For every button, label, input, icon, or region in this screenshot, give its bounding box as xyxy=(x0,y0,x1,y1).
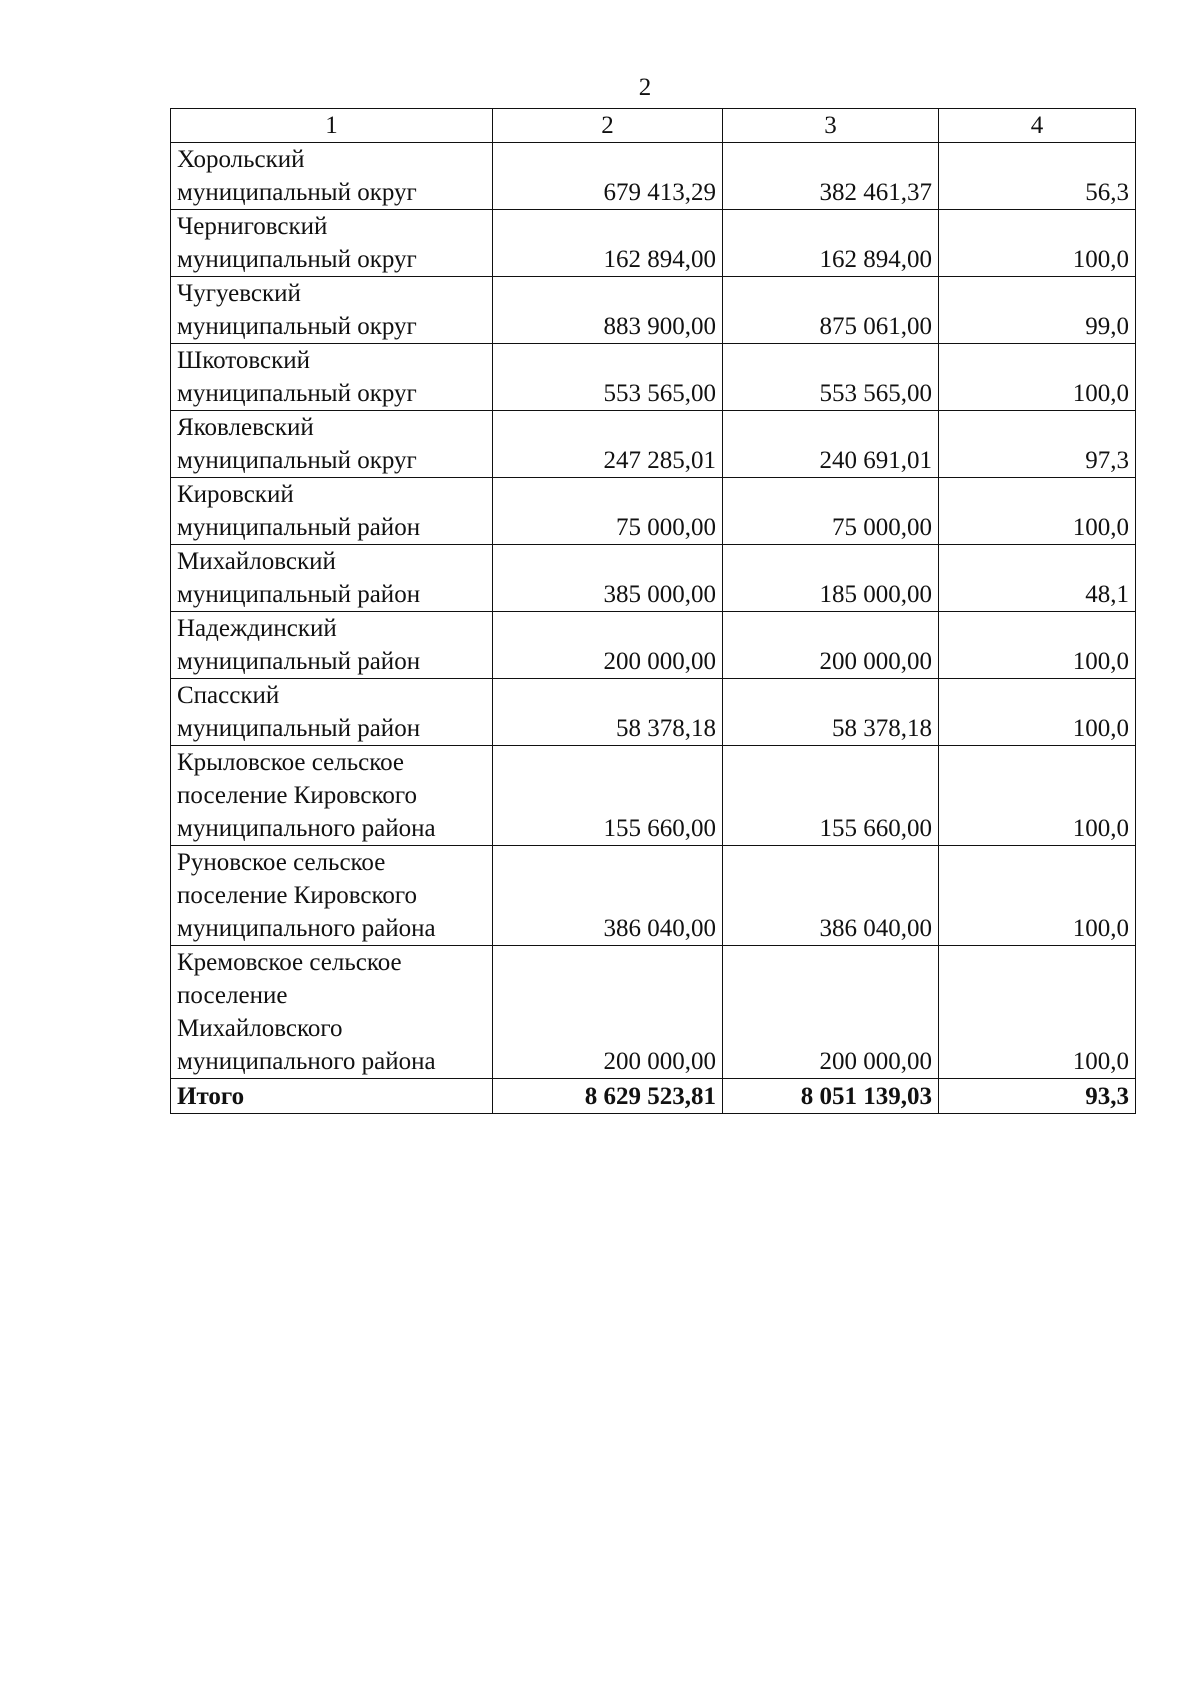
municipality-name-line: Крыловское сельское xyxy=(177,749,404,776)
value-cell-col2: 155 660,00 xyxy=(493,746,723,846)
table-row xyxy=(171,143,1136,210)
header-cell-2: 2 xyxy=(493,109,723,143)
value-cell-col4: 100,0 xyxy=(939,846,1136,946)
value-cell-col3: 553 565,00 xyxy=(723,344,939,411)
report-table-body xyxy=(171,109,1136,1114)
value-cell-col4: 100,0 xyxy=(939,478,1136,545)
table-row xyxy=(171,746,1136,846)
table-row xyxy=(171,277,1136,344)
report-table xyxy=(170,108,1136,1114)
total-label: Итого xyxy=(171,1079,493,1114)
value-cell-col4: 100,0 xyxy=(939,210,1136,277)
value-cell-col3: 162 894,00 xyxy=(723,210,939,277)
value-cell-col3: 185 000,00 xyxy=(723,545,939,612)
municipality-name-line: муниципальный район xyxy=(177,648,421,675)
page-number: 2 xyxy=(638,74,652,101)
municipality-name-cell xyxy=(171,478,493,545)
table-row xyxy=(171,679,1136,746)
municipality-name-cell xyxy=(171,946,493,1079)
municipality-name-cell xyxy=(171,344,493,411)
header-cell-3: 3 xyxy=(723,109,939,143)
municipality-name-cell xyxy=(171,411,493,478)
header-cell-1: 1 xyxy=(171,109,493,143)
value-cell-col2: 679 413,29 xyxy=(493,143,723,210)
value-cell-col3: 386 040,00 xyxy=(723,846,939,946)
municipality-name-line: муниципальный район xyxy=(177,514,421,541)
municipality-name-line: Надеждинский xyxy=(177,615,337,642)
value-cell-col2: 386 040,00 xyxy=(493,846,723,946)
municipality-name-line: Кировский xyxy=(177,481,294,508)
value-cell-col3: 58 378,18 xyxy=(723,679,939,746)
value-cell-col4: 56,3 xyxy=(939,143,1136,210)
municipality-name-line: Яковлевский xyxy=(177,414,314,441)
table-row xyxy=(171,478,1136,545)
table-row xyxy=(171,545,1136,612)
municipality-name-cell xyxy=(171,545,493,612)
table-row xyxy=(171,946,1136,1079)
value-cell-col4: 48,1 xyxy=(939,545,1136,612)
value-cell-col2: 883 900,00 xyxy=(493,277,723,344)
total-value-col4: 93,3 xyxy=(939,1079,1136,1114)
municipality-name-cell xyxy=(171,143,493,210)
table-row xyxy=(171,344,1136,411)
value-cell-col3: 200 000,00 xyxy=(723,946,939,1079)
value-cell-col3: 875 061,00 xyxy=(723,277,939,344)
value-cell-col4: 100,0 xyxy=(939,612,1136,679)
total-value-col3: 8 051 139,03 xyxy=(723,1079,939,1114)
municipality-name-line: Хорольский xyxy=(177,146,305,173)
value-cell-col4: 100,0 xyxy=(939,679,1136,746)
value-cell-col2: 162 894,00 xyxy=(493,210,723,277)
value-cell-col4: 99,0 xyxy=(939,277,1136,344)
value-cell-col3: 155 660,00 xyxy=(723,746,939,846)
municipality-name-line: Михайловского xyxy=(177,1015,343,1042)
value-cell-col4: 100,0 xyxy=(939,946,1136,1079)
municipality-name-line: Шкотовский xyxy=(177,347,311,374)
municipality-name-line: поселение Кировского xyxy=(177,882,417,909)
municipality-name-line: муниципальный округ xyxy=(177,246,417,273)
municipality-name-line: муниципального района xyxy=(177,915,436,942)
value-cell-col3: 382 461,37 xyxy=(723,143,939,210)
value-cell-col4: 97,3 xyxy=(939,411,1136,478)
total-row xyxy=(171,1079,1136,1114)
municipality-name-cell xyxy=(171,612,493,679)
value-cell-col2: 385 000,00 xyxy=(493,545,723,612)
municipality-name-cell xyxy=(171,277,493,344)
municipality-name-line: поселение xyxy=(177,982,288,1009)
municipality-name-cell xyxy=(171,210,493,277)
municipality-name-line: муниципального района xyxy=(177,815,436,842)
value-cell-col2: 58 378,18 xyxy=(493,679,723,746)
municipality-name-line: муниципальный район xyxy=(177,581,421,608)
header-cell-4: 4 xyxy=(939,109,1136,143)
municipality-name-line: Михайловский xyxy=(177,548,336,575)
value-cell-col2: 553 565,00 xyxy=(493,344,723,411)
municipality-name-line: поселение Кировского xyxy=(177,782,417,809)
municipality-name-line: Черниговский xyxy=(177,213,328,240)
table-row xyxy=(171,210,1136,277)
value-cell-col2: 75 000,00 xyxy=(493,478,723,545)
municipality-name-cell xyxy=(171,846,493,946)
municipality-name-line: муниципальный округ xyxy=(177,179,417,206)
municipality-name-line: муниципальный округ xyxy=(177,313,417,340)
value-cell-col3: 200 000,00 xyxy=(723,612,939,679)
municipality-name-line: муниципальный округ xyxy=(177,380,417,407)
municipality-name-line: муниципального района xyxy=(177,1048,436,1075)
table-row xyxy=(171,846,1136,946)
municipality-name-cell xyxy=(171,679,493,746)
municipality-name-cell xyxy=(171,746,493,846)
value-cell-col3: 75 000,00 xyxy=(723,478,939,545)
table-row xyxy=(171,612,1136,679)
value-cell-col4: 100,0 xyxy=(939,746,1136,846)
value-cell-col2: 247 285,01 xyxy=(493,411,723,478)
municipality-name-line: Чугуевский xyxy=(177,280,301,307)
value-cell-col2: 200 000,00 xyxy=(493,612,723,679)
municipality-name-line: Кремовское сельское xyxy=(177,949,402,976)
municipality-name-line: муниципальный округ xyxy=(177,447,417,474)
table-row xyxy=(171,411,1136,478)
municipality-name-line: Руновское сельское xyxy=(177,849,386,876)
total-value-col2: 8 629 523,81 xyxy=(493,1079,723,1114)
header-row xyxy=(171,109,1136,143)
municipality-name-line: муниципальный район xyxy=(177,715,421,742)
municipality-name-line: Спасский xyxy=(177,682,280,709)
value-cell-col4: 100,0 xyxy=(939,344,1136,411)
value-cell-col2: 200 000,00 xyxy=(493,946,723,1079)
value-cell-col3: 240 691,01 xyxy=(723,411,939,478)
